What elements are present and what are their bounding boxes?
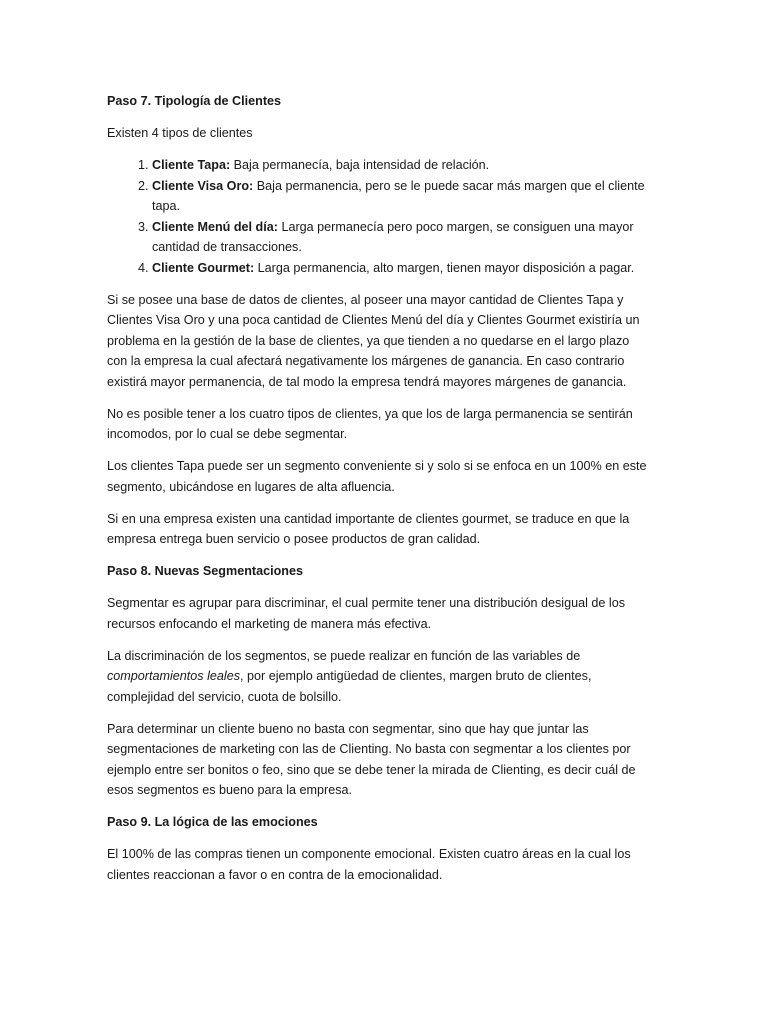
- list-item-term: Cliente Visa Oro:: [152, 178, 254, 193]
- paso9-heading: Paso 9. La lógica de las emociones: [107, 815, 318, 829]
- paragraph: Los clientes Tapa puede ser un segmento conveniente si y solo si se enfoca en un 100% en este segmento, ubicándose en lugares de alta afluencia.: [107, 459, 647, 494]
- paso7-intro: Existen 4 tipos de clientes: [107, 126, 253, 140]
- paragraph: [107, 646, 647, 708]
- italic-term: comportamientos leales: [107, 669, 240, 683]
- list-item-desc: Larga permanecía pero poco margen, se consiguen una mayor cantidad de transacciones.: [152, 219, 634, 254]
- document-page: [107, 91, 647, 897]
- list-item: [152, 176, 647, 217]
- paragraph: Si en una empresa existen una cantidad importante de clientes gourmet, se traduce en que la empresa entrega buen servicio o posee productos de gran calidad.: [107, 511, 630, 546]
- list-item-term: Cliente Menú del día:: [152, 219, 278, 234]
- paragraph: Si se posee una base de datos de clientes, al poseer una mayor cantidad de Clientes Tapa y Clientes Visa Oro y una poca cantidad de Clientes Menú del día y Clientes Gourmet existiría un problema en la gestión de la base de clientes, ya que tienden a no quedarse en el largo plazo con la empresa la cual afectará negativamente los márgenes de ganancia. En caso contrario existirá mayor permanencia, de tal modo la empresa tendrá mayores márgenes de ganancia.: [107, 292, 640, 389]
- list-item-desc: Baja permanencia, pero se le puede sacar más margen que el cliente tapa.: [152, 178, 645, 213]
- list-item: [152, 258, 647, 279]
- paragraph: No es posible tener a los cuatro tipos de clientes, ya que los de larga permanencia se sentirán incomodos, por lo cual se debe segmentar.: [107, 406, 633, 441]
- paragraph: El 100% de las compras tienen un componente emocional. Existen cuatro áreas en la cual los clientes reaccionan a favor o en contra de la emocionalidad.: [107, 847, 631, 882]
- paso7-heading: Paso 7. Tipología de Clientes: [107, 94, 282, 108]
- client-types-list: [107, 155, 647, 278]
- paragraph: Para determinar un cliente bueno no basta con segmentar, sino que hay que juntar las segmentaciones de marketing con las de Clienting. No basta con segmentar a los clientes por ejemplo entre ser bonitos o feo, sino que se debe tener la mirada de Clienting, es decir cuál de esos segmentos es bueno para la empresa.: [107, 721, 636, 797]
- list-item-term: Cliente Tapa:: [152, 158, 231, 172]
- list-item: [152, 155, 647, 176]
- list-item-term: Cliente Gourmet:: [152, 260, 255, 275]
- paragraph: Segmentar es agrupar para discriminar, el cual permite tener una distribución desigual de los recursos enfocando el marketing de manera más efectiva.: [107, 596, 626, 631]
- list-item-desc: Baja permanecía, baja intensidad de relación.: [230, 158, 490, 172]
- paragraph-text: , por ejemplo antigüedad de clientes, margen bruto de clientes, complejidad del servicio, cuota de bolsillo.: [107, 669, 592, 704]
- list-item-desc: Larga permanencia, alto margen, tienen mayor disposición a pagar.: [254, 260, 635, 275]
- list-item: [152, 217, 647, 258]
- paso8-heading: Paso 8. Nuevas Segmentaciones: [107, 564, 303, 578]
- paragraph-text: La discriminación de los segmentos, se puede realizar en función de las variables de: [107, 648, 581, 663]
